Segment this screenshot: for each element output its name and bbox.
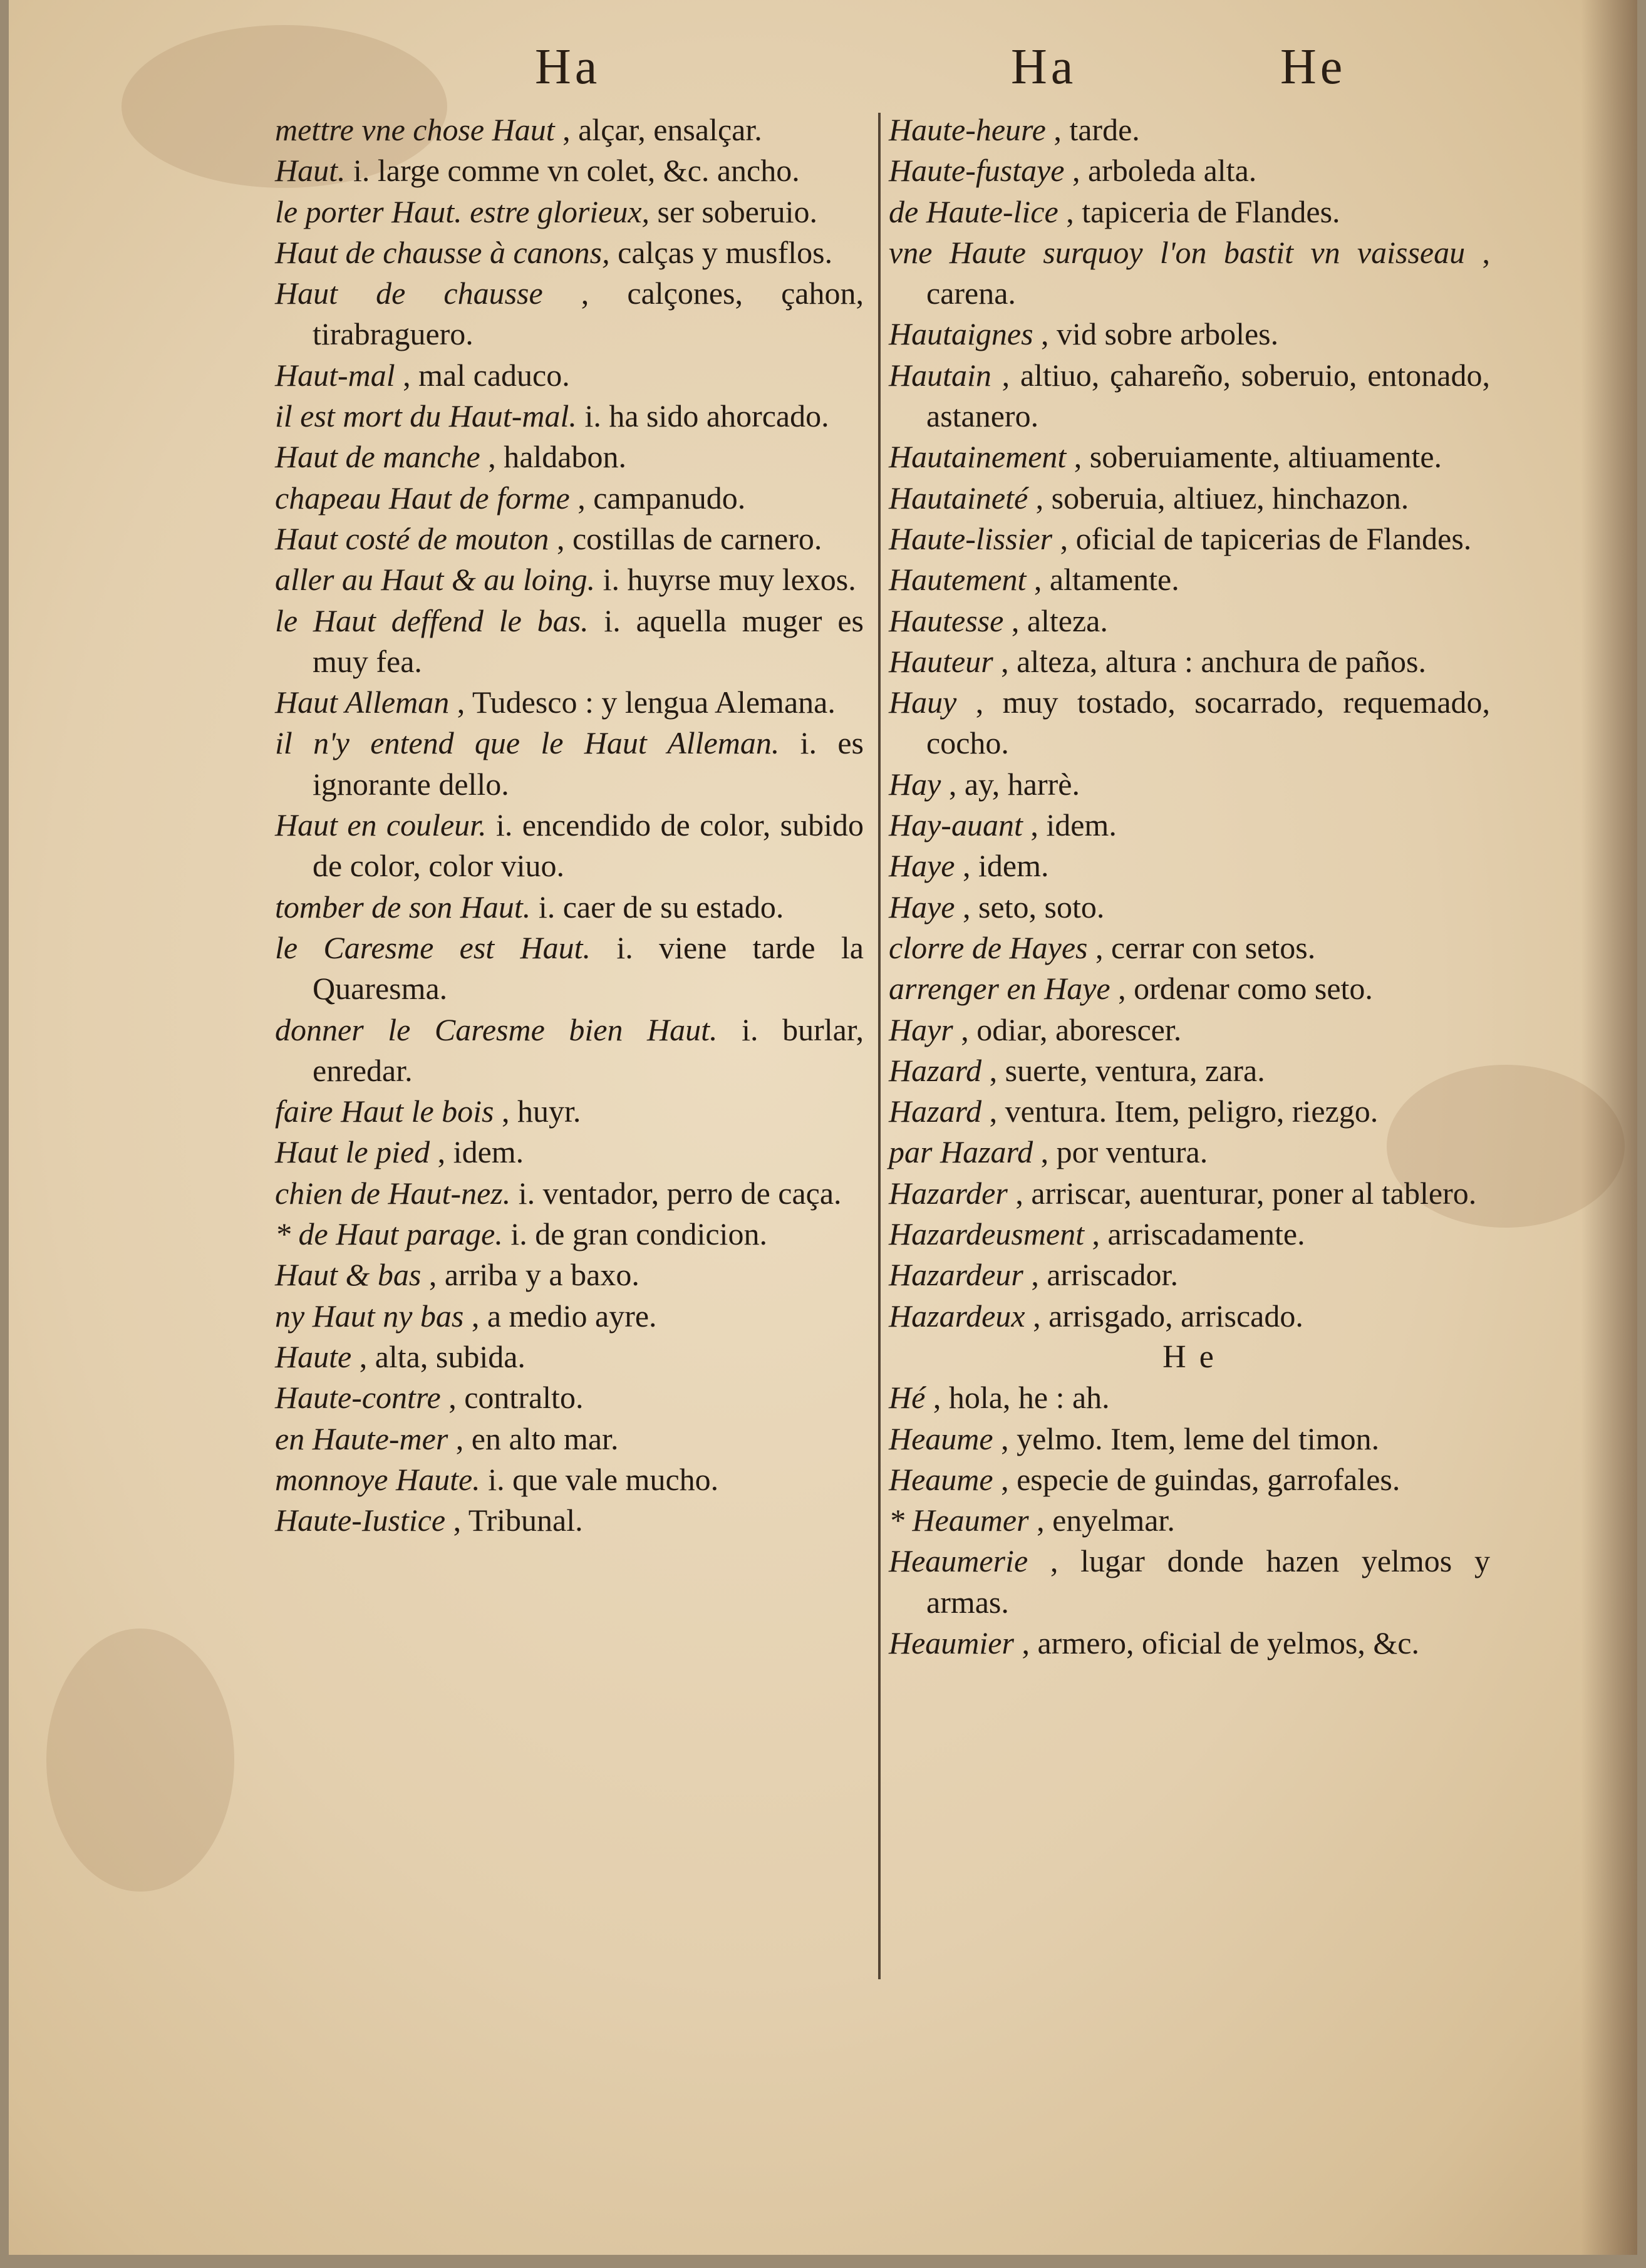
dictionary-entry [889, 1377, 1490, 1418]
entry-definition: , arriscadamente. [1092, 1216, 1305, 1252]
dictionary-entry [275, 887, 864, 928]
entry-headword: aller au Haut & au loing. [275, 562, 596, 598]
entry-headword: en Haute-mer [275, 1421, 448, 1456]
entry-headword: Hayr [889, 1012, 953, 1047]
entry-headword: Hazardeux [889, 1298, 1025, 1333]
entry-headword: Hautainement [889, 439, 1067, 475]
entry-headword: Haute-contre [275, 1380, 441, 1416]
entry-headword: Haye [889, 848, 955, 884]
entry-headword: il est mort du Haut-mal. [275, 398, 577, 434]
entry-definition: , armero, oficial de yelmos, &c. [1022, 1625, 1419, 1660]
entry-definition: , lugar donde hazen yelmos y armas. [926, 1543, 1490, 1620]
entry-definition: , campanudo. [577, 480, 746, 515]
entry-headword: tomber de son Haut. [275, 889, 531, 924]
dictionary-entry [275, 723, 864, 805]
section-heading-he: H e [1162, 1339, 1216, 1375]
left-column [275, 110, 864, 1541]
entry-headword: faire Haut le bois [275, 1094, 494, 1129]
entry-headword: Heaume [889, 1421, 993, 1456]
entry-definition: , carena. [926, 234, 1491, 311]
entry-definition: i. ha sido ahorcado. [584, 398, 829, 434]
entry-headword: Hay [889, 766, 941, 802]
entry-headword: Haut-mal [275, 357, 395, 393]
entry-definition: , vid sobre arboles. [1041, 316, 1279, 352]
dictionary-entry [275, 150, 864, 191]
dictionary-entry [889, 232, 1490, 314]
entry-definition: i. ventador, perro de caça. [518, 1175, 842, 1211]
entry-definition: , idem. [437, 1134, 524, 1170]
dictionary-entry [275, 1255, 864, 1295]
dictionary-entry [889, 1173, 1490, 1214]
dictionary-entry [275, 437, 864, 477]
dictionary-entry [889, 968, 1490, 1009]
entry-definition: , soberuia, altiuez, hinchazon. [1035, 480, 1409, 515]
entry-definition: , contralto. [448, 1380, 584, 1416]
entry-definition: i. huyrse muy lexos. [603, 562, 856, 598]
entry-definition: , alteza. [1011, 603, 1108, 638]
entry-headword: Haut & bas [275, 1257, 422, 1293]
entry-definition: , Tribunal. [453, 1503, 583, 1538]
entry-definition: , ay, harrè. [948, 766, 1080, 802]
dictionary-entry [889, 1296, 1490, 1337]
dictionary-entry [889, 1214, 1490, 1255]
dictionary-entry [889, 682, 1490, 764]
dictionary-entry [889, 1255, 1490, 1295]
dictionary-entry [275, 232, 864, 273]
entry-headword: il n'y entend que le Haut Alleman. [275, 725, 780, 761]
entry-definition: i. burlar, enredar. [313, 1012, 864, 1088]
dictionary-entry [889, 1500, 1490, 1541]
entry-headword: Hautement [889, 562, 1027, 598]
entry-headword: Hauy [889, 685, 957, 720]
entry-headword: Hauteur [889, 643, 993, 679]
dictionary-entry [889, 764, 1490, 805]
running-head-left: Ha [535, 39, 601, 95]
entry-definition: , altamente. [1033, 562, 1179, 598]
dictionary-entry [275, 1500, 864, 1541]
dictionary-entry [275, 273, 864, 355]
entry-definition: , especie de guindas, garrofales. [1001, 1461, 1400, 1497]
dictionary-entry [275, 396, 864, 437]
entry-headword: Haut costé de mouton [275, 520, 549, 556]
entry-headword: Haut de chausse [275, 276, 543, 311]
right-column-ha-entries [889, 110, 1490, 1337]
entry-headword: Hazard [889, 1052, 982, 1088]
dictionary-entry [275, 478, 864, 519]
entry-definition: , muy tostado, socarrado, requemado, cocho. [926, 685, 1491, 761]
entry-headword: le porter Haut. estre glorieux, [275, 194, 650, 229]
entry-definition: , haldabon. [488, 439, 626, 475]
dictionary-entry [889, 1132, 1490, 1173]
entry-headword: Haut de chausse à canons, [275, 234, 610, 270]
dictionary-entry [889, 1050, 1490, 1091]
dictionary-entry [275, 1337, 864, 1377]
entry-headword: Heaume [889, 1461, 993, 1497]
entry-headword: Hautaineté [889, 480, 1028, 515]
entry-headword: Haut. [275, 153, 346, 189]
entry-definition: , mal caduco. [403, 357, 570, 393]
entry-definition: , seto, soto. [963, 889, 1105, 924]
entry-headword: clorre de Hayes [889, 929, 1088, 965]
dictionary-entry [275, 1214, 864, 1255]
entry-definition: , idem. [963, 848, 1049, 884]
entry-definition: , altiuo, çahareño, soberuio, entonado, astanero. [926, 357, 1490, 434]
entry-definition: i. viene tarde la Quaresma. [313, 929, 864, 1007]
column-divider [878, 113, 881, 1979]
entry-definition: , arboleda alta. [1072, 153, 1257, 189]
entry-headword: Haute-lissier [889, 520, 1053, 556]
dictionary-entry [275, 928, 864, 1010]
entry-headword: arrenger en Haye [889, 971, 1110, 1007]
dictionary-entry [889, 601, 1490, 641]
entry-headword: * de Haut parage. [275, 1216, 503, 1252]
entry-definition: , tapiceria de Flandes. [1066, 194, 1340, 229]
running-head-right: He [1280, 39, 1347, 95]
dictionary-entry [889, 641, 1490, 682]
dictionary-entry [889, 192, 1490, 232]
dictionary-entry [889, 355, 1490, 437]
entry-headword: Haut en couleur. [275, 807, 487, 843]
entry-headword: Hay-auant [889, 807, 1023, 843]
entry-definition: , tarde. [1053, 112, 1140, 147]
entry-definition: , oficial de tapicerias de Flandes. [1060, 520, 1472, 556]
dictionary-entry [275, 519, 864, 559]
entry-headword: Haute [275, 1339, 352, 1374]
entry-headword: Hautaignes [889, 316, 1033, 352]
dictionary-entry [889, 478, 1490, 519]
entry-headword: Haute-Iustice [275, 1503, 446, 1538]
dictionary-entry [275, 601, 864, 683]
dictionary-entry [889, 1010, 1490, 1050]
dictionary-entry [889, 437, 1490, 477]
entry-definition: i. de gran condicion. [510, 1216, 767, 1252]
entry-headword: Haye [889, 889, 955, 924]
dictionary-entry [889, 928, 1490, 968]
right-column-he-entries [889, 1377, 1490, 1664]
entry-headword: vne Haute surquoy l'on bastit vn vaisseau [889, 234, 1466, 270]
dictionary-entry [275, 1173, 864, 1214]
entry-headword: Heaumerie [889, 1543, 1028, 1579]
dictionary-page [9, 0, 1637, 2255]
entry-definition: i. caer de su estado. [538, 889, 784, 924]
entry-headword: chapeau Haut de forme [275, 480, 570, 515]
entry-definition: , arriscador. [1031, 1257, 1178, 1293]
dictionary-entry [275, 1296, 864, 1337]
entry-headword: par Hazard [889, 1134, 1033, 1170]
dictionary-entry [889, 1459, 1490, 1500]
entry-definition: , alteza, altura : anchura de paños. [1001, 643, 1426, 679]
entry-definition: i. es ignorante dello. [313, 725, 864, 802]
entry-definition: , alçar, ensalçar. [562, 112, 762, 147]
running-head-middle: Ha [1011, 39, 1077, 95]
entry-definition: ser soberuio. [657, 194, 818, 229]
entry-headword: ny Haut ny bas [275, 1298, 464, 1333]
dictionary-entry [889, 519, 1490, 559]
entry-headword: * Heaumer [889, 1503, 1029, 1538]
dictionary-entry [889, 1623, 1490, 1664]
entry-headword: Hazardeusment [889, 1216, 1085, 1252]
entry-definition: , a medio ayre. [471, 1298, 657, 1333]
dictionary-entry [889, 110, 1490, 150]
entry-definition: i. que vale mucho. [488, 1461, 719, 1497]
entry-headword: Hazardeur [889, 1257, 1023, 1293]
entry-definition: , alta, subida. [359, 1339, 525, 1374]
dictionary-entry [889, 1541, 1490, 1623]
entry-headword: donner le Caresme bien Haut. [275, 1012, 718, 1047]
entry-headword: mettre vne chose Haut [275, 112, 555, 147]
entry-headword: de Haute-lice [889, 194, 1059, 229]
entry-headword: Haut de manche [275, 439, 480, 475]
entry-definition: , odiar, aborescer. [961, 1012, 1182, 1047]
dictionary-entry [275, 355, 864, 396]
entry-definition: i. aquella muger es muy fea. [313, 603, 864, 679]
entry-definition: , ventura. Item, peligro, riezgo. [989, 1094, 1379, 1129]
entry-definition: , suerte, ventura, zara. [989, 1052, 1265, 1088]
dictionary-entry [275, 110, 864, 150]
entry-definition: , yelmo. Item, leme del timon. [1001, 1421, 1380, 1456]
entry-definition: , arriba y a baxo. [428, 1257, 639, 1293]
entry-headword: Hé [889, 1380, 926, 1416]
entry-definition: , enyelmar. [1037, 1503, 1175, 1538]
entry-headword: Haute-fustaye [889, 153, 1065, 189]
entry-definition: i. large comme vn colet, &c. ancho. [353, 153, 800, 189]
entry-definition: , huyr. [502, 1094, 581, 1129]
dictionary-entry [275, 1132, 864, 1173]
entry-headword: Heaumier [889, 1625, 1014, 1660]
entry-definition: i. encendido de color, subido de color, color viuo. [313, 807, 864, 884]
dictionary-entry [889, 1419, 1490, 1459]
entry-definition: , por ventura. [1040, 1134, 1208, 1170]
entry-headword: Hazard [889, 1094, 982, 1129]
entry-headword: le Haut deffend le bas. [275, 603, 589, 638]
entry-definition: , Tudesco : y lengua Alemana. [457, 685, 836, 720]
entry-definition: , costillas de carnero. [556, 520, 822, 556]
entry-definition: , en alto mar. [455, 1421, 619, 1456]
entry-definition: , ordenar como seto. [1118, 971, 1373, 1007]
entry-headword: chien de Haut-nez. [275, 1175, 511, 1211]
entry-headword: Haut Alleman [275, 685, 450, 720]
entry-definition: , arrisgado, arriscado. [1033, 1298, 1303, 1333]
entry-headword: le Caresme est Haut. [275, 929, 591, 965]
dictionary-entry [889, 805, 1490, 846]
dictionary-entry [275, 1459, 864, 1500]
entry-definition: , arriscar, auenturar, poner al tablero. [1015, 1175, 1477, 1211]
entry-headword: Hautesse [889, 603, 1004, 638]
dictionary-entry [275, 1419, 864, 1459]
dictionary-entry [889, 887, 1490, 928]
dictionary-entry [275, 682, 864, 723]
entry-definition: , cerrar con setos. [1095, 929, 1316, 965]
dictionary-entry [889, 150, 1490, 191]
dictionary-entry [889, 846, 1490, 886]
dictionary-entry [275, 559, 864, 600]
entry-definition: , idem. [1030, 807, 1117, 843]
right-column [889, 110, 1490, 1664]
entry-definition: , hola, he : ah. [933, 1380, 1110, 1416]
dictionary-entry [889, 559, 1490, 600]
entry-definition: , soberuiamente, altiuamente. [1074, 439, 1442, 475]
entry-definition: , calçones, çahon, tirabraguero. [313, 276, 864, 352]
entry-definition: calças y musflos. [618, 234, 833, 270]
dictionary-entry [275, 1377, 864, 1418]
dictionary-entry [889, 1091, 1490, 1132]
entry-headword: Hazarder [889, 1175, 1008, 1211]
entry-headword: Hautain [889, 357, 991, 393]
dictionary-entry [275, 1010, 864, 1092]
dictionary-entry [275, 192, 864, 232]
paper-stain [46, 1629, 234, 1892]
dictionary-entry [889, 314, 1490, 355]
dictionary-entry [275, 805, 864, 887]
entry-headword: Haute-heure [889, 112, 1046, 147]
entry-headword: monnoye Haute. [275, 1461, 480, 1497]
entry-headword: Haut le pied [275, 1134, 430, 1170]
dictionary-entry [275, 1091, 864, 1132]
